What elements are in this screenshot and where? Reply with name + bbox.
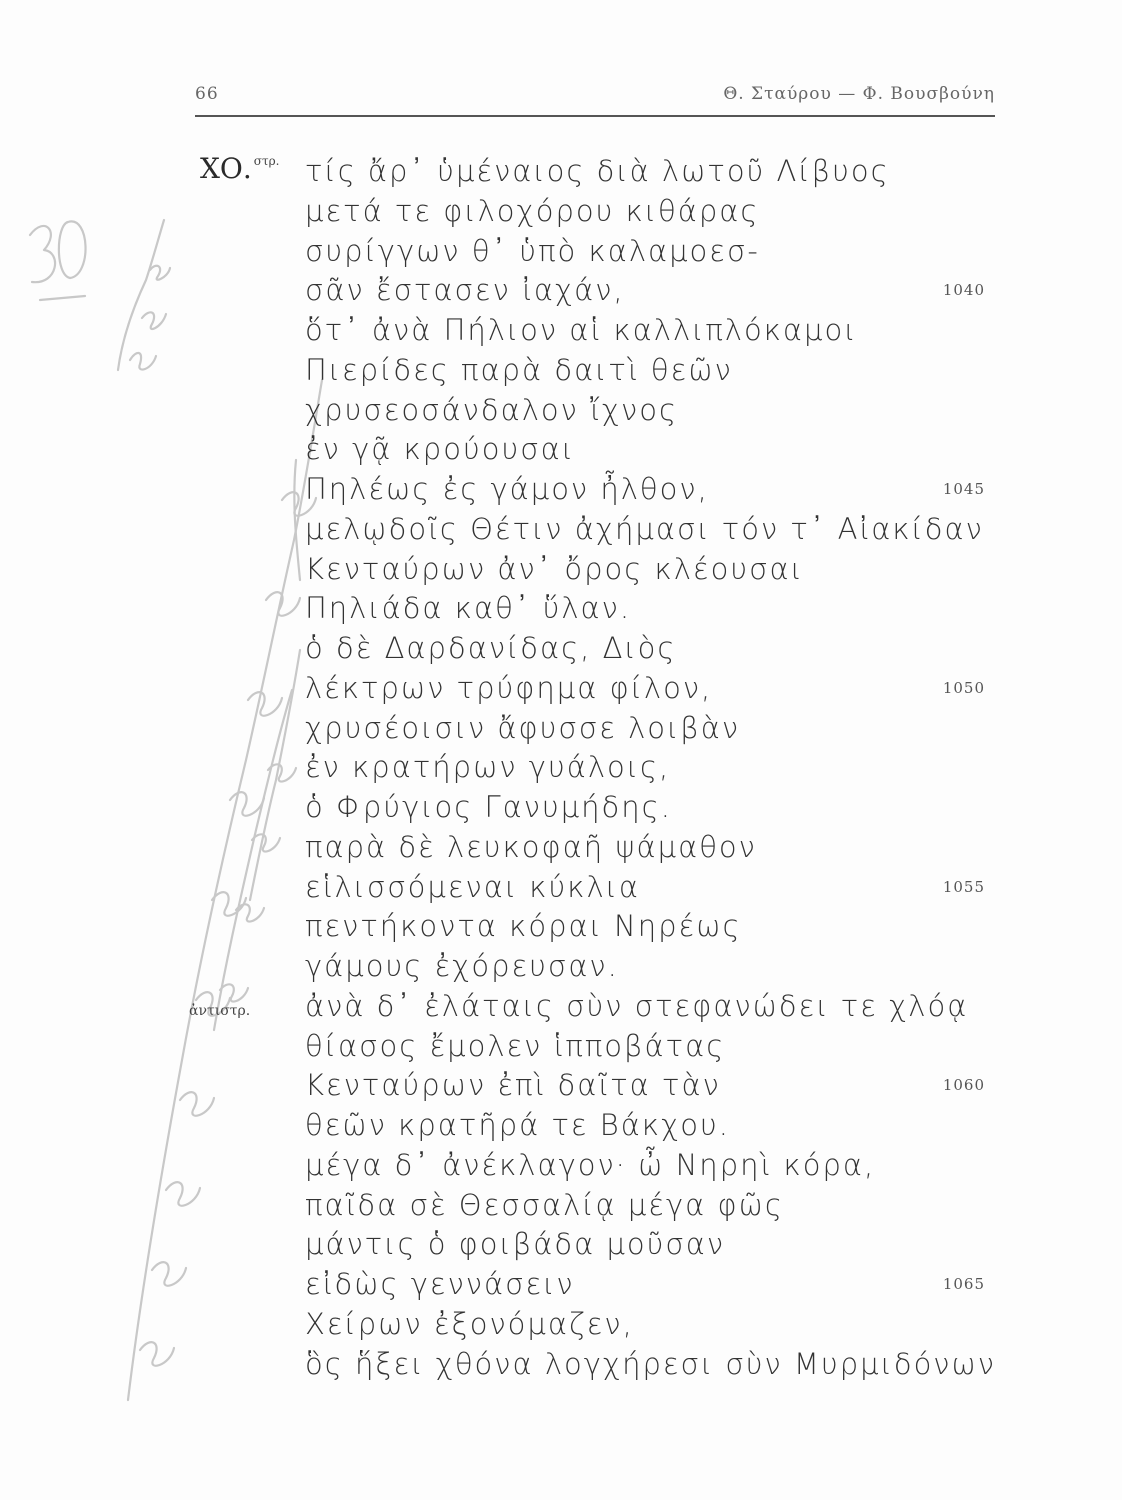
- verse-line: πεντήκοντα κόραι Νηρέως: [305, 909, 742, 944]
- verse-line: χρυσεοσάνδαλον ἴχνος: [305, 392, 678, 427]
- verse-line: Πηλιάδα καθ᾽ ὕλαν.: [305, 591, 632, 626]
- verse-line: ἐν κρατήρων γυάλοις,: [305, 750, 671, 785]
- verse-line: Πιερίδες παρὰ δαιτὶ θεῶν: [305, 352, 733, 387]
- verse-line: θεῶν κρατῆρά τε Βάκχου.: [305, 1108, 731, 1142]
- verse-line: εἰδὼς γεννάσειν 1065: [305, 1265, 985, 1305]
- verse-line: ὅτ᾽ ἀνὰ Πήλιον αἱ καλλιπλόκαμοι: [305, 313, 858, 347]
- verse-line: σᾶν ἔστασεν ἰαχάν, 1040: [305, 271, 985, 311]
- speaker-label: [200, 152, 280, 185]
- speaker-name: ΧΟ.: [200, 152, 252, 185]
- verse-line: μάντις ὁ φοιβάδα μοῦσαν: [305, 1227, 726, 1262]
- antistrophe-label: ἀντιστρ.: [189, 1003, 251, 1019]
- verse-line: γάμους ἐχόρευσαν.: [305, 949, 619, 983]
- verse-line: ὁ Φρύγιος Γανυμήδης.: [305, 790, 672, 824]
- line-number: 1045: [942, 480, 985, 498]
- verse-line: μετά τε φιλοχόρου κιθάρας: [305, 193, 760, 228]
- line-number: 1040: [942, 281, 985, 300]
- header-rule: [195, 115, 995, 117]
- verse-line: ἐν γᾷ κρούουσαι: [305, 432, 575, 467]
- verse-line: χρυσέοισιν ἄφυσσε λοιβὰν: [305, 710, 741, 745]
- line-number: 1065: [942, 1275, 985, 1293]
- verse-line: συρίγγων θ᾽ ὑπὸ καλαμοεσ-: [305, 233, 760, 268]
- verse-line: τίς ἄρ᾽ ὑμέναιος διὰ λωτοῦ Λίβυος: [305, 154, 890, 188]
- verse-line: Χείρων ἐξονόμαζεν,: [305, 1306, 634, 1341]
- line-number: 1060: [942, 1076, 985, 1095]
- verse-line: μελῳδοῖς Θέτιν ἀχήμασι τόν τ᾽ Αἰακίδαν: [305, 511, 984, 546]
- verse-line: θίασος ἔμολεν ἱπποβάτας: [305, 1028, 726, 1063]
- verse-line: λέκτρων τρύφημα φίλον, 1050: [305, 669, 985, 709]
- line-number: 1050: [942, 678, 985, 697]
- running-head: Θ. Σταύρου — Φ. Βουσβούνη: [723, 84, 995, 104]
- line-number: 1055: [942, 877, 985, 896]
- verse-line: παρὰ δὲ λευκοφαῆ ψάμαθον: [305, 829, 757, 864]
- verse-line: εἱλισσόμεναι κύκλια 1055: [305, 868, 985, 908]
- verse-line: ἀνὰ δ᾽ ἐλάταις σὺν στεφανώδει τε χλόᾳ: [305, 988, 969, 1023]
- strophe-label: στρ.: [253, 154, 280, 168]
- verse-lines: [305, 152, 996, 1384]
- verse-line: Κενταύρων ἀν᾽ ὄρος κλέουσαι: [305, 551, 804, 586]
- verse-line: παῖδα σὲ Θεσσαλίᾳ μέγα φῶς: [305, 1187, 784, 1222]
- verse-line: Κενταύρων ἐπὶ δαῖτα τὰν 1060: [305, 1066, 985, 1106]
- page-number: 66: [195, 84, 219, 104]
- verse-line: μέγα δ᾽ ἀνέκλαγον· ὦ Νηρηὶ κόρα,: [305, 1147, 876, 1182]
- verse-line: ὃς ἥξει χθόνα λογχήρεσι σὺν Μυρμιδόνων: [305, 1346, 996, 1381]
- verse-line: Πηλέως ἐς γάμον ἦλθον, 1045: [305, 470, 985, 510]
- page-header: [195, 84, 995, 112]
- verse-line: ὁ δὲ Δαρδανίδας, Διὸς: [305, 631, 677, 665]
